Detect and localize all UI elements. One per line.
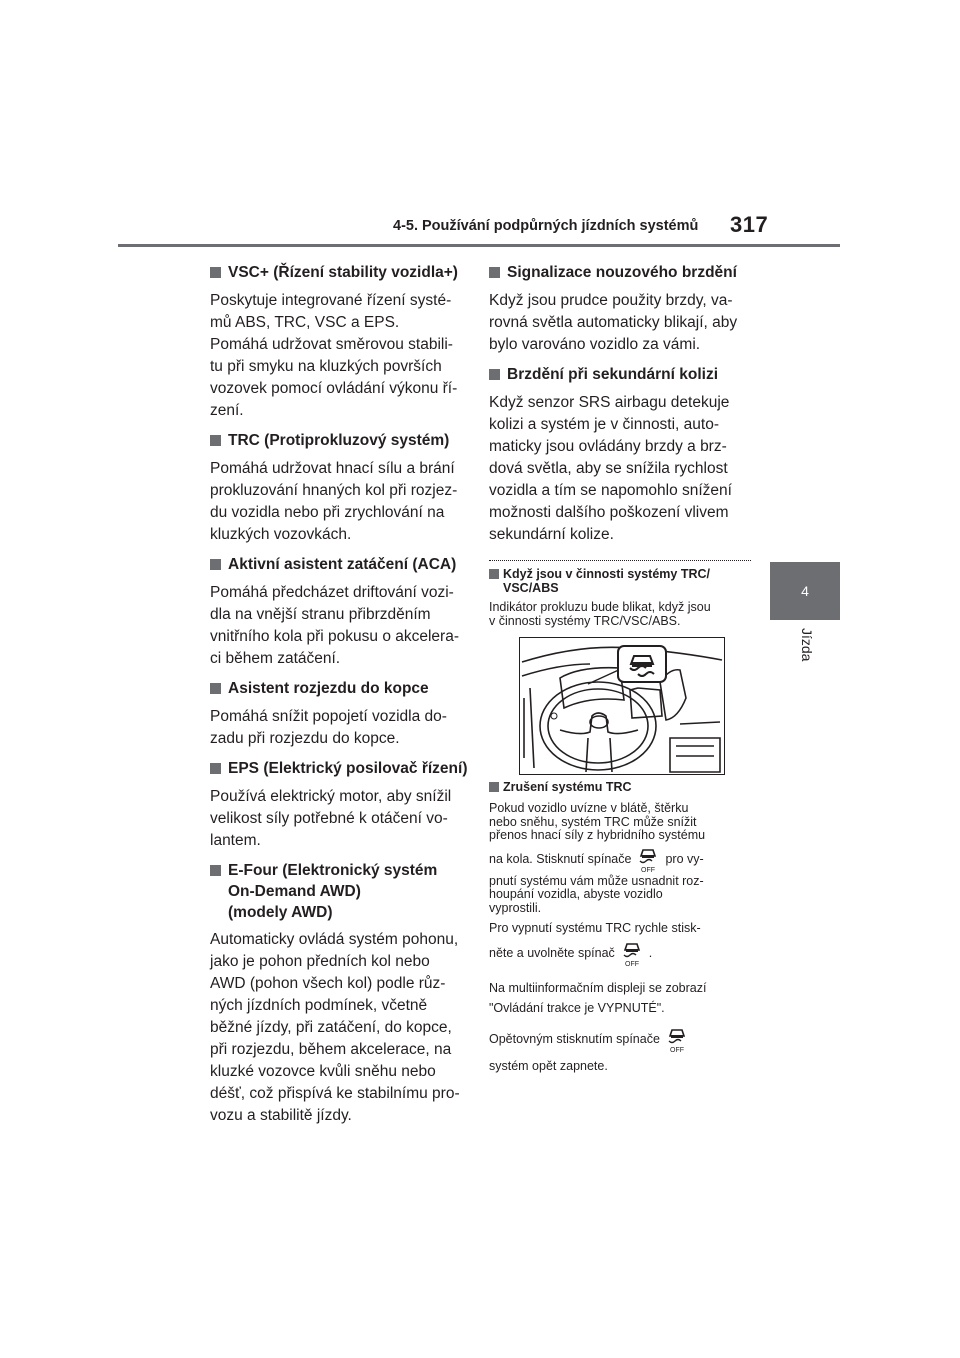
section-text: Pomáhá předcházet driftování vozi- dla na vnější stranu přibrzděním vnitřního kola při pokusu o akcelera- ci během zatáčení. xyxy=(210,584,459,667)
section-heading: E-Four (Elektronický systém On-Demand AWD) (modely AWD) xyxy=(228,862,438,921)
section-heading: EPS (Elektrický posilovač řízení) xyxy=(228,760,468,777)
section-text: Když jsou prudce použity brzdy, va- rovná světla automaticky blikají, aby bylo varováno vozidlo za vámi. xyxy=(489,292,738,353)
section-heading: Aktivní asistent zatáčení (ACA) xyxy=(228,556,457,573)
note-paragraph-3: Na multiinformačním displeji se zobrazí "Ovládání trakce je VYPNUTÉ". xyxy=(489,980,707,1015)
section-emergency-brake-signal xyxy=(489,262,751,356)
section-aca xyxy=(210,554,472,670)
note-text-before-icon: něte a uvolněte spínač xyxy=(489,945,615,960)
note-marker-icon xyxy=(489,569,499,579)
note-trc-active xyxy=(489,567,751,628)
section-heading: Brzdění při sekundární kolizi xyxy=(507,366,719,383)
note-marker-icon xyxy=(489,782,499,792)
left-column xyxy=(210,254,472,1133)
section-marker-icon xyxy=(210,559,221,570)
dashboard-illustration xyxy=(519,637,725,775)
right-column xyxy=(489,254,751,628)
note-heading: Když jsou v činnosti systémy TRC/ VSC/ABS xyxy=(503,567,710,595)
section-marker-icon xyxy=(489,267,500,278)
section-heading: Signalizace nouzového brzdění xyxy=(507,264,737,281)
section-text: Pomáhá snížit popojetí vozidla do- zadu při rozjezdu do kopce. xyxy=(210,708,447,747)
section-heading: VSC+ (Řízení stability vozidla+) xyxy=(228,264,458,281)
section-text: Když senzor SRS airbagu detekuje kolizi a systém je v činnosti, auto- maticky jsou ovládány brzdy a brz- dová světla, aby se snížila rychlost vozidla a tím se napomohlo snížení možnosti dalšího poškození vlivem sekundární kolize. xyxy=(489,394,732,543)
section-marker-icon xyxy=(210,865,221,876)
section-marker-icon xyxy=(210,763,221,774)
svg-text:OFF: OFF xyxy=(624,960,639,967)
note-text-before-icon: Opětovným stisknutím spínače xyxy=(489,1031,660,1046)
note-text-after-icon: pro vy- xyxy=(665,851,704,866)
note-trc-off xyxy=(489,780,751,1073)
section-marker-icon xyxy=(210,683,221,694)
chapter-tab: 4 xyxy=(770,562,840,620)
section-text: Poskytuje integrované řízení systé- mů ABS, TRC, VSC a EPS. Pomáhá udržovat směrovou stabili- tu při smyku na kluzkých površích vozovek pomocí ovládání výkonu ří- zení. xyxy=(210,292,458,419)
section-heading: TRC (Protiprokluzový systém) xyxy=(228,432,450,449)
note-paragraph-2: Pro vypnutí systému TRC rychle stisk- xyxy=(489,921,701,935)
dashboard-drawing xyxy=(520,638,724,774)
note-text: Indikátor prokluzu bude blikat, když jsou v činnosti systémy TRC/VSC/ABS. xyxy=(489,600,711,628)
vsc-off-switch-icon xyxy=(637,847,659,873)
svg-text:OFF: OFF xyxy=(641,866,656,873)
section-eps xyxy=(210,758,472,852)
section-vsc xyxy=(210,262,472,422)
note-text-after-icon: . xyxy=(648,945,653,960)
section-text: Pomáhá udržovat hnací sílu a brání prokluzování hnaných kol při rozjez- du vozidla nebo při zrychlování na kluzkých vozovkách. xyxy=(210,460,458,543)
header-rule xyxy=(118,244,840,247)
section-trc xyxy=(210,430,472,546)
section-hill-start xyxy=(210,678,472,750)
section-marker-icon xyxy=(210,267,221,278)
vsc-off-switch-icon xyxy=(621,941,643,967)
note-paragraph-1-rest: pnutí systému vám může usnadnit roz- houpání vozidla, abyste vozidlo vyprostili. xyxy=(489,873,704,915)
section-heading: Asistent rozjezdu do kopce xyxy=(228,680,429,697)
chapter-label: Jízda xyxy=(799,628,815,662)
note-paragraph-1: Pokud vozidlo uvízne v blátě, štěrku nebo sněhu, systém TRC může snížit přenos hnací síly z hybridního systému xyxy=(489,801,706,842)
section-text: Používá elektrický motor, aby snížil velikost síly potřebné k otáčení vo- lantem. xyxy=(210,788,452,849)
section-title: 4-5. Používání podpůrných jízdních systémů xyxy=(393,218,699,234)
page-number: 317 xyxy=(730,212,769,237)
section-text: Automaticky ovládá systém pohonu, jako je pohon předních kol nebo AWD (pohon všech kol) podle růz- ných jízdních podmínek, včetně běžné jízdy, při zatáčení, do kopce, při rozjezdu, během akcelerace, na kluzké vozovce kvůli sněhu nebo déšť, což přispívá ke stabilnímu pro- vozu a stabilitě jízdy. xyxy=(210,931,460,1124)
section-marker-icon xyxy=(210,435,221,446)
section-e-four xyxy=(210,860,472,1127)
note-heading: Zrušení systému TRC xyxy=(503,780,632,794)
section-secondary-collision xyxy=(489,364,751,546)
section-marker-icon xyxy=(489,369,500,380)
vsc-off-switch-icon xyxy=(666,1027,688,1053)
svg-text:OFF: OFF xyxy=(669,1046,684,1053)
note-paragraph-4: systém opět zapnete. xyxy=(489,1058,608,1073)
note-text-before-icon: na kola. Stisknutí spínače xyxy=(489,851,632,866)
dotted-divider xyxy=(489,560,751,561)
